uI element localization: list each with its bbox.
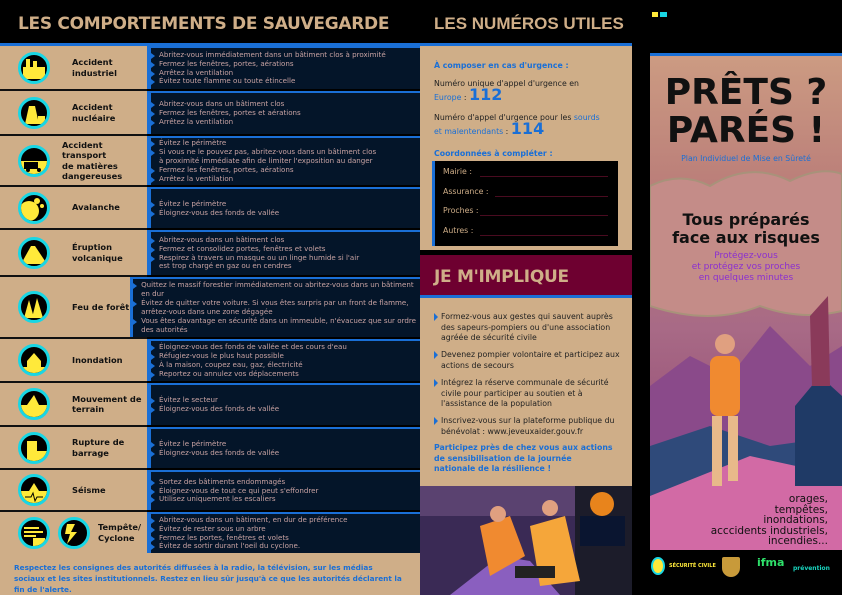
risk-name: Accident industriel <box>72 57 117 78</box>
flood-icon <box>18 344 50 376</box>
instruction-line: des autorités <box>141 324 188 334</box>
instruction-line: Abritez-vous dans un bâtiment clos <box>155 236 416 245</box>
instruction-line: Fermez les fenêtres, portes, aérations <box>155 60 416 69</box>
securite-civile-logo-icon <box>651 557 665 575</box>
color-mark-icon <box>652 12 658 17</box>
risk-label-cell <box>0 91 147 134</box>
risk-row <box>0 91 420 134</box>
instruction-line: Éloignez-vous des fonds de vallée <box>155 209 416 218</box>
storm-icon <box>18 517 50 549</box>
avalanche-icon <box>18 192 50 224</box>
risk-name: Feu de forêt <box>72 301 130 312</box>
instructions <box>151 339 420 381</box>
section-title: LES COMPORTEMENTS DE SAUVEGARDE <box>18 14 390 34</box>
risk-row <box>0 470 420 510</box>
risk-row <box>0 230 420 275</box>
risk-row <box>0 46 420 89</box>
dam-icon <box>18 432 50 464</box>
implique-item: Inscrivez-vous sur la plateforme publique du bénévolat : www.jeveuxaider.gouv.fr <box>435 416 625 437</box>
instruction-line: Évitez le secteur <box>155 396 416 405</box>
implique-header <box>420 255 632 298</box>
crest-logo-icon <box>722 557 740 577</box>
instruction-line: Arrêtez la ventilation <box>155 175 416 184</box>
instructions <box>151 46 420 89</box>
instruction-line: Éloignez-vous de tout ce qui peut s'effondrer <box>155 487 416 496</box>
instruction-line: Abritez-vous dans un bâtiment clos <box>155 100 416 109</box>
instructions <box>133 277 420 337</box>
title-line: PRÊTS ? <box>664 72 828 113</box>
implique-box <box>420 298 632 486</box>
risk-label-cell <box>0 339 147 381</box>
instruction-line: Réfugiez-vous le plus haut possible <box>155 352 416 361</box>
instructions <box>151 136 420 185</box>
instruction-line: à proximité immédiate afin de limiter l'exposition au danger <box>159 156 373 166</box>
deaf-word: sourds et malentendants <box>434 113 600 136</box>
prevention-logo: prévention <box>793 565 830 572</box>
risk-row <box>0 277 420 337</box>
risk-label-cell <box>0 470 147 510</box>
instructions <box>151 91 420 134</box>
risk-label-cell <box>0 277 130 337</box>
truck-icon <box>18 145 50 177</box>
tagline-line: en quelques minutes <box>698 273 794 283</box>
instruction-line: Fermez et consolidez portes, fenêtres et volets <box>155 245 416 254</box>
risk-row <box>0 339 420 381</box>
contacts-label: Coordonnées à compléter : <box>434 149 553 158</box>
implique-item: Intégrez la réserve communale de sécurité civile pour participer au soutien et à l'assistance de la population <box>435 378 625 410</box>
headline-line: Tous préparés <box>682 210 810 229</box>
instruction-line: Fermez les fenêtres, portes et aérations <box>155 109 416 118</box>
cover-headline <box>650 211 842 247</box>
instruction-line: Utilisez uniquement les escaliers <box>155 495 416 504</box>
contact-mairie[interactable]: Mairie : <box>443 167 472 176</box>
risk-row <box>0 136 420 185</box>
risk-name: Éruption volcanique <box>72 242 123 263</box>
footer-note: Respectez les consignes des autorités diffusées à la radio, la télévision, sur les médias sociaux et les sites institutionnels. Restez en lieu sûr jusqu'à ce que les autorités déclarent la fin de l'alerte. <box>0 553 420 595</box>
instruction-line: Évitez le périmètre <box>155 139 416 148</box>
instructions <box>151 470 420 510</box>
instructions <box>151 427 420 468</box>
volcano-icon <box>18 237 50 269</box>
instruction-line: en dur <box>141 289 165 299</box>
risk-item: tempêtes, <box>774 503 828 516</box>
instruction-line: Éloignez-vous des fonds de vallée et des cours d'eau <box>155 343 416 352</box>
instructions <box>151 187 420 228</box>
factory-icon <box>18 52 50 84</box>
europe-text: Numéro unique d'appel d'urgence en <box>434 79 579 88</box>
contact-proches[interactable]: Proches : <box>443 206 479 215</box>
implique-cta: Participez près de chez vous aux actions de sensibilisation de la journée nationale de la résilience ! <box>434 443 613 474</box>
risk-label-cell <box>0 427 147 468</box>
implique-item: Devenez pompier volontaire et participez aux actions de secours <box>435 350 625 371</box>
implique-item: Formez-vous aux gestes qui sauvent auprès des sapeurs-pompiers ou d'une association agréée de sécurité civile <box>435 312 625 344</box>
instruction-line: Arrêtez la ventilation <box>155 69 416 78</box>
cyclone-icon <box>58 517 90 549</box>
instruction-line: Fermez les portes, fenêtres et volets <box>155 534 416 543</box>
risk-label-cell <box>0 46 147 89</box>
instruction-line: Sortez des bâtiments endommagés <box>155 478 416 487</box>
risk-name: Rupture de barrage <box>72 437 125 458</box>
instruction-line: À la maison, coupez eau, gaz, électricité <box>155 361 416 370</box>
risk-name: Avalanche <box>72 202 120 213</box>
risk-label-cell <box>0 383 147 425</box>
contact-autres[interactable]: Autres : <box>443 226 474 235</box>
first-aid-illustration <box>420 486 632 595</box>
instruction-line: Fermez les fenêtres, portes, aérations <box>155 166 416 175</box>
ifma-logo: ifma <box>757 556 785 569</box>
instruction-line: Évitez de sortir durant l'oeil du cyclone. <box>155 542 416 551</box>
instruction-line: Abritez-vous immédiatement dans un bâtiment clos à proximité <box>155 51 416 60</box>
cover-subtitle: Plan Individuel de Mise en Sûreté <box>681 154 811 163</box>
risk-item: inondations, <box>763 514 828 526</box>
instructions <box>151 383 420 425</box>
instruction-line: Abritez-vous dans un bâtiment, en dur de préférence <box>155 516 416 525</box>
cover-page <box>650 53 842 550</box>
risk-item: incendies... <box>768 535 828 547</box>
cover-title <box>650 74 842 150</box>
risk-label-cell <box>0 136 147 185</box>
contact-assurance[interactable]: Assurance : <box>443 187 489 196</box>
instructions <box>151 230 420 275</box>
forest-fire-icon <box>18 291 50 323</box>
instruction-line: est trop chargé en gaz ou en cendres <box>159 261 292 271</box>
numbers-box: À composer en cas d'urgence : Numéro unique d'appel d'urgence en Europe : 112 Numéro d'appel d'urgence pour les sourds et malentendants : 114 Coordonnées à compléter : Mairie : Assurance : Proches : Autres : <box>420 43 632 250</box>
risk-label-cell <box>0 512 147 553</box>
instruction-line: Évitez toute flamme ou toute étincelle <box>155 77 416 86</box>
instruction-line: Reportez ou annulez vos déplacements <box>155 370 416 379</box>
risk-name: Inondation <box>72 354 123 365</box>
section-title: LES NUMÉROS UTILES <box>434 14 624 33</box>
cover-tagline <box>650 251 842 284</box>
risk-item: orages, <box>788 493 828 505</box>
instruction-line: Évitez le périmètre <box>155 200 416 209</box>
risk-name: Accident transport de matières dangereuses <box>62 139 123 181</box>
risk-row <box>0 427 420 468</box>
nuclear-plant-icon <box>18 97 50 129</box>
contacts-form <box>432 161 618 246</box>
emergency-number-114: 114 <box>510 119 545 138</box>
instruction-line: Si vous ne le pouvez pas, abritez-vous dans un bâtiment clos <box>155 148 416 157</box>
instruction-line: Respirez à travers un masque ou un linge humide si l'air <box>155 254 416 263</box>
risk-label-cell <box>0 187 147 228</box>
instructions <box>151 512 420 553</box>
instruction-line: Évitez le périmètre <box>155 440 416 449</box>
instruction-line: Arrêtez la ventilation <box>155 118 416 127</box>
risk-row <box>0 187 420 228</box>
risk-row <box>0 512 420 553</box>
instruction-line: Éloignez-vous des fonds de vallée <box>155 405 416 414</box>
urgent-label: À composer en cas d'urgence : <box>434 61 569 70</box>
instruction-line: arrêtez-vous dans une zone dégagée <box>141 307 273 316</box>
safety-behaviours-panel <box>0 0 420 595</box>
landslide-icon <box>18 388 50 420</box>
headline-line: face aux risques <box>672 228 820 247</box>
risk-name: Séisme <box>72 484 106 495</box>
emergency-number-112: 112 <box>469 85 503 104</box>
instruction-line: Quittez le massif forestier immédiatement ou abritez-vous dans un bâtiment <box>137 281 416 290</box>
instruction-line: Éloignez-vous des fonds de vallée <box>155 449 416 458</box>
risk-name: Tempête/ Cyclone <box>98 522 142 543</box>
earthquake-icon <box>18 474 50 506</box>
deaf-text: Numéro d'appel d'urgence pour les <box>434 113 572 122</box>
risk-name: Mouvement de terrain <box>72 393 142 414</box>
risk-label-cell <box>0 230 147 275</box>
europe-word: Europe <box>434 93 462 102</box>
risk-row <box>0 383 420 425</box>
useful-numbers-panel <box>420 0 632 595</box>
securite-civile-logo: SÉCURITÉ CIVILE <box>669 563 716 569</box>
implique-title: JE M'IMPLIQUE <box>434 267 569 287</box>
risk-list <box>711 494 828 547</box>
color-mark-icon <box>660 12 667 17</box>
tagline-line: Protégez-vous <box>714 251 778 261</box>
risk-item: acccidents industriels, <box>710 524 828 537</box>
tagline-line: et protégez vos proches <box>691 262 801 272</box>
title-line: PARÉS ! <box>666 110 826 151</box>
instruction-line: Vous êtes davantage en sécurité dans un immeuble, n'évacuez que sur ordre <box>137 317 416 326</box>
instruction-line: Évitez de rester sous un arbre <box>155 525 416 534</box>
instruction-line: Évitez de quitter votre voiture. Si vous êtes surpris par un front de flamme, <box>137 299 416 308</box>
risk-name: Accident nucléaire <box>72 102 116 123</box>
